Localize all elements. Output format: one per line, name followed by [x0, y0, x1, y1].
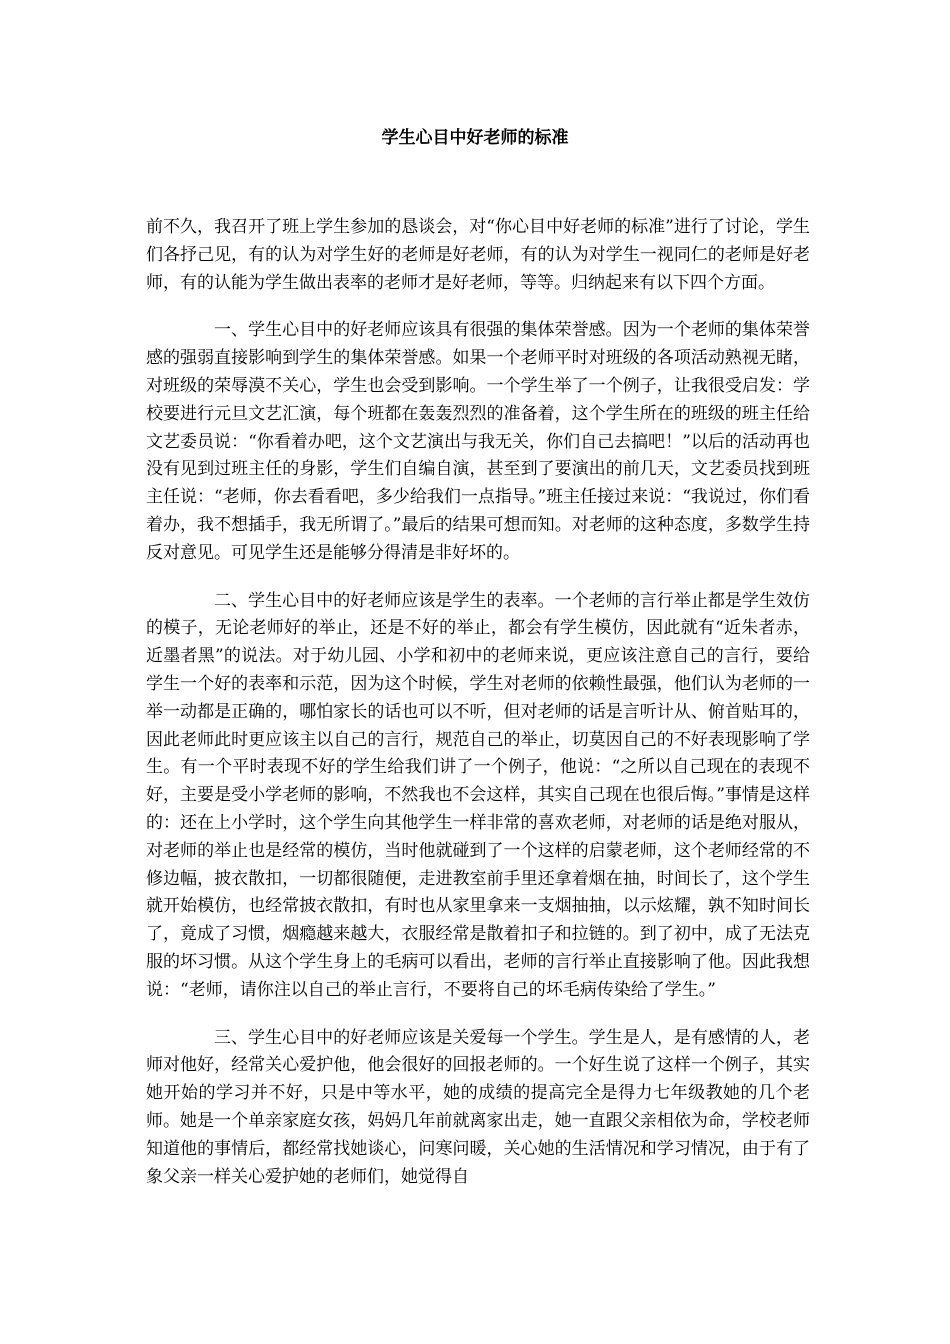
paragraph-point-two: 二、学生心目中的好老师应该是学生的表率。一个老师的言行举止都是学生效仿的模子，无论老师好的举止，还是不好的举止，都会有学生模仿，因此就有“近朱者赤，近墨者黑”的说法。对于幼儿园、小学和初中的老师来说，更应该注意自己的言行，要给学生一个好的表率和示范，因为这个时候，学生对老师的依赖性最强，他们认为老师的一举一动都是正确的，哪怕家长的话也可以不听，但对老师的话是言听计从、俯首贴耳的，因此老师此时更应该主以自己的言行，规范自己的举止，切莫因自己的不好表现影响了学生。有一个平时表现不好的学生给我们讲了一个例子，他说：“之所以自己现在的表现不好，主要是受小学老师的影响，不然我也不会这样，其实自己现在也很后悔。”事情是这样的：还在上小学时，这个学生向其他学生一样非常的喜欢老师，对老师的话是绝对服从，对老师的举止也是经常的模仿，当时他就碰到了一个这样的启蒙老师，这个老师经常的不修边幅，披衣散扣，一切都很随便，走进教室前手里还拿着烟在抽，时间长了，这个学生就开始模仿，也经常披衣散扣，有时也从家里拿来一支烟抽抽，以示炫耀，孰不知时间长了，竟成了习惯，烟瘾越来越大，衣服经常是散着扣子和拉链的。到了初中，成了无法克服的坏习惯。从这个学生身上的毛病可以看出，老师的言行举止直接影响了他。因此我想说：“老师，请你注以自己的举止言行，不要将自己的坏毛病传染给了学生。” [146, 590, 810, 1000]
document-title: 学生心目中好老师的标准 [381, 128, 569, 148]
paragraph-point-one: 一、学生心目中的好老师应该具有很强的集体荣誉感。因为一个老师的集体荣誉感的强弱直接影响到学生的集体荣誉感。如果一个老师平时对班级的各项活动熟视无睹，对班级的荣辱漠不关心，学生也会受到影响。一个学生举了一个例子，让我很受启发：学校要进行元旦文艺汇演，每个班都在轰轰烈烈的准备着，这个学生所在的班级的班主任给文艺委员说：“你看着办吧，这个文艺演出与我无关，你们自己去搞吧！”以后的活动再也没有见到过班主任的身影，学生们自编自演，甚至到了要演出的前几天，文艺委员找到班主任说：“老师，你去看看吧，多少给我们一点指导。”班主任接过来说：“我说过，你们看着办，我不想插手，我无所谓了。”最后的结果可想而知。对老师的这种态度，多数学生持反对意见。可见学生还是能够分得清是非好坏的。 [146, 320, 810, 563]
document-body [146, 214, 810, 1211]
paragraph-point-three: 三、学生心目中的好老师应该是关爱每一个学生。学生是人，是有感情的人，老师对他好，经常关心爱护他，他会很好的回报老师的。一个好生说了这样一个例子，其实她开始的学习并不好，只是中等水平，她的成绩的提高完全是得力七年级教她的几个老师。她是一个单亲家庭女孩，妈妈几年前就离家出走，她一直跟父亲相依为命，学校老师知道他的事情后，都经常找她谈心，问寒问暖，关心她的生活情况和学习情况，由于有了象父亲一样关心爱护她的老师们，她觉得自 [146, 1027, 810, 1187]
paragraph-intro: 前不久，我召开了班上学生参加的恳谈会，对“你心目中好老师的标准”进行了讨论，学生们各抒己见，有的认为对学生好的老师是好老师，有的认为对学生一视同仁的老师是好老师，有的认能为学生做出表率的老师才是好老师，等等。归纳起来有以下四个方面。 [146, 217, 810, 293]
